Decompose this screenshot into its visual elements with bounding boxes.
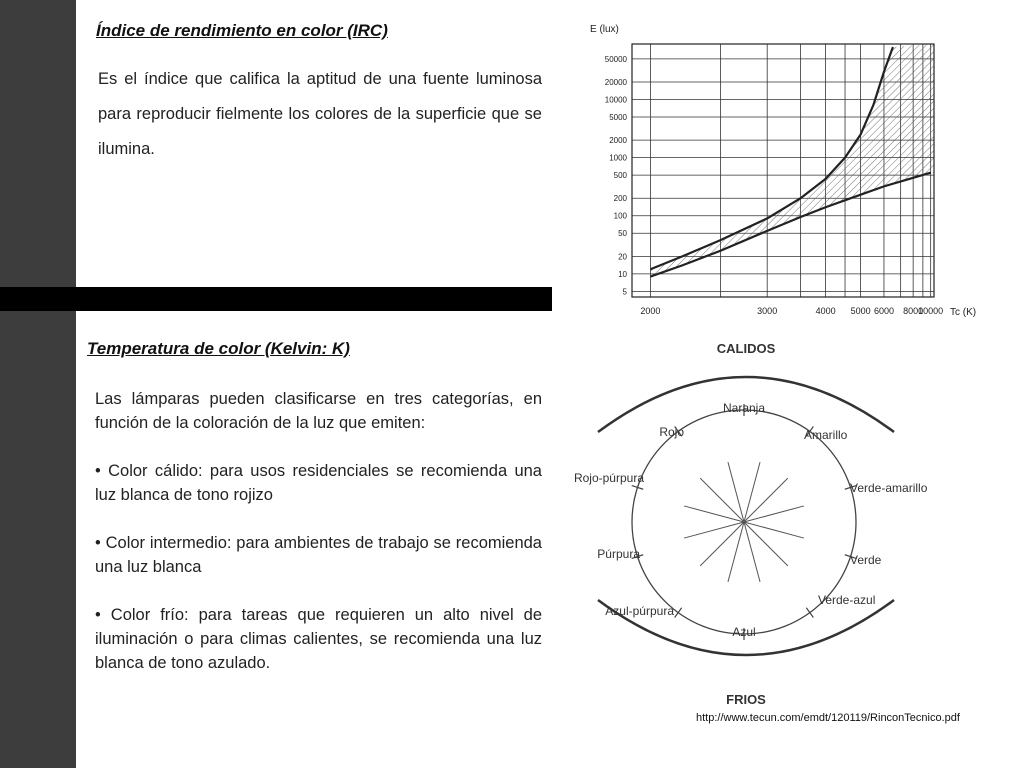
y-tick-label: 20000	[604, 77, 627, 87]
y-tick-label: 50	[618, 229, 627, 239]
bullet-cold: • Color frío: para tareas que requieren un alto nivel de iluminación o para climas calientes, se recomienda una luz blanca de tono azulado.	[95, 606, 542, 672]
irc-paragraph: Es el índice que califica la aptitud de una fuente luminosa para reproducir fielmente los colores de la superficie que se ilumina.	[98, 70, 542, 158]
source-link[interactable]: http://www.tecun.com/emdt/120119/RinconTecnico.pdf	[696, 712, 960, 724]
spoke-line	[744, 522, 788, 566]
spoke-line	[684, 506, 744, 522]
color-wheel-diagram	[560, 332, 1000, 712]
wheel-label: Rojo	[659, 425, 684, 439]
spoke-line	[700, 478, 744, 522]
x-tick-label: 5000	[850, 306, 871, 316]
y-tick-label: 2000	[609, 136, 627, 146]
temperature-intro: Las lámparas pueden clasificarse en tres categorías, en función de la coloración de la luz que emiten:	[95, 390, 542, 432]
wheel-label: Naranja	[722, 401, 766, 415]
y-tick-label: 100	[613, 211, 627, 221]
y-axis-label: E (lux)	[590, 24, 619, 35]
wheel-label: Verde-azul	[818, 593, 876, 607]
x-axis-label: Tc (K)	[950, 307, 977, 318]
x-tick-label: 10000	[918, 306, 944, 316]
section-divider-bar	[0, 287, 552, 311]
wheel-label: Azul	[732, 625, 756, 639]
spoke-line	[744, 506, 804, 522]
y-tick-label: 500	[613, 171, 627, 181]
y-tick-label: 10000	[604, 95, 627, 105]
y-tick-label: 20	[618, 252, 627, 262]
temperature-text	[95, 387, 542, 675]
spoke-line	[684, 522, 744, 538]
wheel-tick	[806, 608, 813, 618]
wheel-label: Rojo-púrpura	[573, 471, 644, 485]
wheel-label: Amarillo	[804, 428, 848, 442]
wheel-tick	[675, 608, 682, 618]
spoke-line	[744, 522, 804, 538]
lower-limit-curve	[650, 173, 930, 277]
comfort-zone-area	[650, 44, 934, 277]
temperature-heading: Temperatura de color (Kelvin: K)	[87, 339, 350, 358]
wheel-label: Azul-púrpura	[605, 604, 674, 618]
x-tick-label: 8000	[903, 306, 924, 316]
y-tick-label: 200	[613, 194, 627, 204]
left-sidebar-bar	[0, 0, 76, 768]
spoke-line	[744, 522, 760, 582]
spoke-line	[700, 522, 744, 566]
spoke-line	[728, 522, 744, 582]
spoke-line	[728, 462, 744, 522]
irc-heading: Índice de rendimiento en color (IRC)	[96, 21, 388, 40]
spoke-line	[744, 478, 788, 522]
y-tick-label: 1000	[609, 153, 627, 163]
illuminance-temperature-chart	[560, 15, 990, 325]
x-tick-label: 3000	[757, 306, 778, 316]
bullet-intermediate: • Color intermedio: para ambientes de trabajo se recomienda una luz blanca	[95, 534, 542, 576]
wheel-label: Verde-amarillo	[850, 481, 928, 495]
spoke-line	[744, 462, 760, 522]
y-tick-label: 50000	[604, 54, 627, 64]
wheel-label: Púrpura	[597, 547, 640, 561]
warm-label: CALIDOS	[716, 341, 776, 356]
x-tick-label: 6000	[873, 306, 894, 316]
y-tick-label: 5	[622, 287, 627, 297]
y-tick-label: 10	[618, 269, 627, 279]
wheel-spokes	[684, 462, 804, 582]
bullet-warm: • Color cálido: para usos residenciales se recomienda una luz blanca de tono rojizo	[95, 462, 542, 504]
cool-label: FRIOS	[726, 692, 766, 707]
x-tick-label: 4000	[815, 306, 836, 316]
wheel-label: Verde	[850, 553, 882, 567]
x-tick-label: 2000	[640, 306, 661, 316]
y-tick-label: 5000	[609, 112, 627, 122]
